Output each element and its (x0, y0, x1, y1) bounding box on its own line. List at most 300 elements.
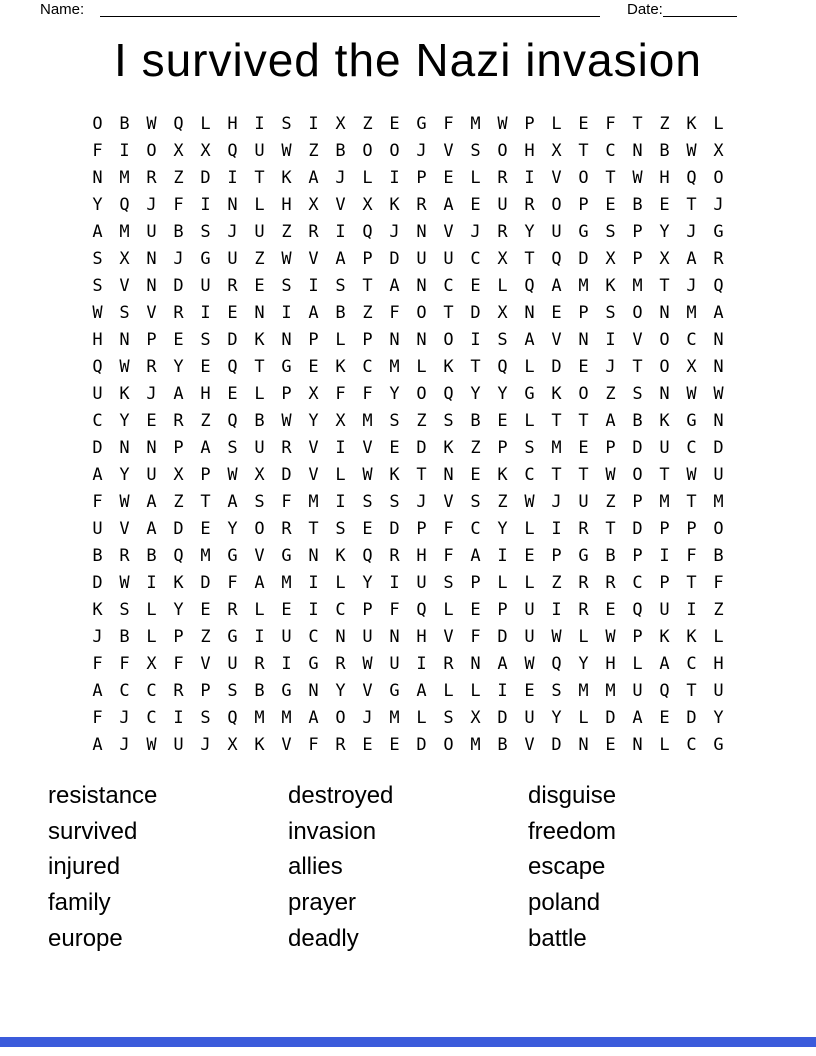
grid-cell[interactable]: L (524, 357, 535, 377)
grid-cell[interactable]: D (200, 573, 211, 593)
grid-cell[interactable]: P (497, 600, 508, 620)
grid-cell[interactable]: L (335, 465, 346, 485)
grid-cell[interactable]: A (335, 249, 346, 269)
grid-cell[interactable]: T (659, 465, 670, 485)
grid-cell[interactable]: H (416, 546, 427, 566)
grid-cell[interactable]: Z (308, 141, 319, 161)
grid-cell[interactable]: H (524, 141, 535, 161)
grid-cell[interactable]: A (443, 195, 454, 215)
grid-cell[interactable]: L (524, 411, 535, 431)
grid-cell[interactable]: R (335, 654, 346, 674)
grid-cell[interactable]: U (524, 708, 535, 728)
grid-cell[interactable]: R (335, 735, 346, 755)
grid-cell[interactable]: N (254, 303, 265, 323)
grid-cell[interactable]: Q (551, 249, 562, 269)
grid-cell[interactable]: T (254, 168, 265, 188)
grid-cell[interactable]: R (389, 546, 400, 566)
grid-cell[interactable]: E (389, 438, 400, 458)
grid-cell[interactable]: B (659, 141, 670, 161)
grid-cell[interactable]: I (254, 627, 265, 647)
grid-cell[interactable]: Q (713, 276, 724, 296)
grid-cell[interactable]: Q (173, 546, 184, 566)
grid-cell[interactable]: R (497, 222, 508, 242)
grid-cell[interactable]: P (632, 222, 643, 242)
grid-cell[interactable]: S (605, 303, 616, 323)
grid-cell[interactable]: U (254, 141, 265, 161)
grid-cell[interactable]: Z (551, 573, 562, 593)
grid-cell[interactable]: U (524, 627, 535, 647)
grid-cell[interactable]: U (254, 438, 265, 458)
grid-cell[interactable]: I (335, 222, 346, 242)
grid-cell[interactable]: Y (119, 411, 130, 431)
grid-cell[interactable]: L (659, 735, 670, 755)
grid-cell[interactable]: C (686, 438, 697, 458)
grid-cell[interactable]: E (362, 735, 373, 755)
grid-cell[interactable]: D (686, 708, 697, 728)
grid-cell[interactable]: H (713, 654, 724, 674)
grid-cell[interactable]: D (713, 438, 724, 458)
grid-cell[interactable]: P (173, 438, 184, 458)
grid-cell[interactable]: W (524, 492, 535, 512)
grid-cell[interactable]: J (119, 708, 130, 728)
grid-cell[interactable]: F (173, 654, 184, 674)
grid-cell[interactable]: L (146, 627, 157, 647)
grid-cell[interactable]: I (335, 492, 346, 512)
grid-cell[interactable]: Q (686, 168, 697, 188)
grid-cell[interactable]: O (416, 384, 427, 404)
grid-cell[interactable]: I (524, 168, 535, 188)
grid-cell[interactable]: J (227, 222, 238, 242)
grid-cell[interactable]: W (119, 492, 130, 512)
grid-cell[interactable]: V (119, 276, 130, 296)
grid-cell[interactable]: F (686, 546, 697, 566)
grid-cell[interactable]: J (416, 492, 427, 512)
grid-cell[interactable]: Y (227, 519, 238, 539)
grid-cell[interactable]: S (227, 438, 238, 458)
grid-cell[interactable]: J (119, 735, 130, 755)
grid-cell[interactable]: S (119, 600, 130, 620)
grid-cell[interactable]: F (308, 735, 319, 755)
grid-cell[interactable]: G (389, 681, 400, 701)
grid-cell[interactable]: M (632, 276, 643, 296)
grid-cell[interactable]: O (335, 708, 346, 728)
grid-cell[interactable]: P (470, 573, 481, 593)
grid-cell[interactable]: L (335, 573, 346, 593)
grid-cell[interactable]: E (389, 114, 400, 134)
grid-cell[interactable]: F (470, 627, 481, 647)
grid-cell[interactable]: F (443, 546, 454, 566)
grid-cell[interactable]: Q (227, 357, 238, 377)
grid-cell[interactable]: A (92, 735, 103, 755)
grid-cell[interactable]: Z (362, 114, 373, 134)
grid-cell[interactable]: A (497, 654, 508, 674)
grid-cell[interactable]: U (713, 465, 724, 485)
grid-cell[interactable]: N (470, 654, 481, 674)
grid-cell[interactable]: R (119, 546, 130, 566)
grid-cell[interactable]: I (551, 519, 562, 539)
grid-cell[interactable]: T (686, 492, 697, 512)
grid-cell[interactable]: G (686, 411, 697, 431)
grid-cell[interactable]: N (308, 546, 319, 566)
grid-cell[interactable]: P (497, 438, 508, 458)
grid-cell[interactable]: U (659, 600, 670, 620)
grid-cell[interactable]: B (146, 546, 157, 566)
grid-cell[interactable]: B (119, 114, 130, 134)
grid-cell[interactable]: Y (497, 519, 508, 539)
grid-cell[interactable]: B (254, 411, 265, 431)
grid-cell[interactable]: W (605, 627, 616, 647)
grid-cell[interactable]: V (254, 546, 265, 566)
grid-cell[interactable]: D (551, 357, 562, 377)
grid-cell[interactable]: G (308, 654, 319, 674)
grid-cell[interactable]: E (227, 384, 238, 404)
grid-cell[interactable]: P (659, 573, 670, 593)
grid-cell[interactable]: C (605, 141, 616, 161)
grid-cell[interactable]: F (92, 141, 103, 161)
grid-cell[interactable]: W (119, 573, 130, 593)
grid-cell[interactable]: D (632, 519, 643, 539)
grid-cell[interactable]: V (443, 222, 454, 242)
grid-cell[interactable]: L (497, 573, 508, 593)
grid-cell[interactable]: T (686, 573, 697, 593)
grid-cell[interactable]: K (686, 114, 697, 134)
grid-cell[interactable]: M (659, 492, 670, 512)
grid-cell[interactable]: T (632, 114, 643, 134)
grid-cell[interactable]: Z (173, 168, 184, 188)
grid-cell[interactable]: T (308, 519, 319, 539)
grid-cell[interactable]: I (308, 573, 319, 593)
grid-cell[interactable]: F (389, 303, 400, 323)
grid-cell[interactable]: K (605, 276, 616, 296)
grid-cell[interactable]: S (281, 276, 292, 296)
grid-cell[interactable]: X (605, 249, 616, 269)
grid-cell[interactable]: B (605, 546, 616, 566)
grid-cell[interactable]: F (443, 114, 454, 134)
grid-cell[interactable]: S (605, 222, 616, 242)
grid-cell[interactable]: I (470, 330, 481, 350)
grid-cell[interactable]: W (632, 168, 643, 188)
grid-cell[interactable]: I (281, 654, 292, 674)
grid-cell[interactable]: K (119, 384, 130, 404)
grid-cell[interactable]: A (173, 384, 184, 404)
grid-cell[interactable]: L (443, 600, 454, 620)
grid-cell[interactable]: T (416, 465, 427, 485)
grid-cell[interactable]: V (362, 681, 373, 701)
grid-cell[interactable]: I (254, 114, 265, 134)
grid-cell[interactable]: A (524, 330, 535, 350)
grid-cell[interactable]: O (632, 303, 643, 323)
grid-cell[interactable]: X (362, 195, 373, 215)
grid-cell[interactable]: N (713, 330, 724, 350)
grid-cell[interactable]: Q (497, 357, 508, 377)
grid-cell[interactable]: P (416, 168, 427, 188)
grid-cell[interactable]: F (173, 195, 184, 215)
grid-cell[interactable]: S (389, 492, 400, 512)
grid-cell[interactable]: I (173, 708, 184, 728)
grid-cell[interactable]: N (308, 681, 319, 701)
grid-cell[interactable]: V (146, 303, 157, 323)
grid-cell[interactable]: P (308, 330, 319, 350)
grid-cell[interactable]: N (389, 330, 400, 350)
grid-cell[interactable]: J (146, 195, 157, 215)
grid-cell[interactable]: N (632, 735, 643, 755)
grid-cell[interactable]: W (362, 654, 373, 674)
grid-cell[interactable]: V (443, 141, 454, 161)
grid-cell[interactable]: Z (200, 627, 211, 647)
grid-cell[interactable]: I (686, 600, 697, 620)
grid-cell[interactable]: E (200, 357, 211, 377)
grid-cell[interactable]: T (524, 249, 535, 269)
grid-cell[interactable]: E (227, 303, 238, 323)
grid-cell[interactable]: E (281, 600, 292, 620)
grid-cell[interactable]: T (632, 357, 643, 377)
grid-cell[interactable]: U (551, 222, 562, 242)
grid-cell[interactable]: R (227, 600, 238, 620)
grid-cell[interactable]: V (362, 438, 373, 458)
grid-cell[interactable]: M (578, 276, 589, 296)
grid-cell[interactable]: R (605, 573, 616, 593)
grid-cell[interactable]: S (524, 438, 535, 458)
grid-cell[interactable]: P (200, 465, 211, 485)
grid-cell[interactable]: Q (92, 357, 103, 377)
grid-cell[interactable]: W (362, 465, 373, 485)
grid-cell[interactable]: I (416, 654, 427, 674)
grid-cell[interactable]: R (578, 600, 589, 620)
grid-cell[interactable]: I (146, 573, 157, 593)
grid-cell[interactable]: T (686, 681, 697, 701)
grid-cell[interactable]: R (416, 195, 427, 215)
grid-cell[interactable]: J (605, 357, 616, 377)
grid-cell[interactable]: T (605, 519, 616, 539)
grid-cell[interactable]: N (578, 330, 589, 350)
grid-cell[interactable]: L (713, 114, 724, 134)
grid-cell[interactable]: Z (659, 114, 670, 134)
grid-cell[interactable]: T (605, 168, 616, 188)
grid-cell[interactable]: D (173, 519, 184, 539)
grid-cell[interactable]: N (227, 195, 238, 215)
grid-cell[interactable]: E (308, 357, 319, 377)
grid-cell[interactable]: U (659, 438, 670, 458)
grid-cell[interactable]: D (578, 249, 589, 269)
grid-cell[interactable]: J (389, 222, 400, 242)
grid-cell[interactable]: Y (335, 681, 346, 701)
grid-cell[interactable]: G (578, 546, 589, 566)
grid-cell[interactable]: M (470, 114, 481, 134)
grid-cell[interactable]: P (551, 546, 562, 566)
grid-cell[interactable]: Y (389, 384, 400, 404)
grid-cell[interactable]: C (470, 249, 481, 269)
grid-cell[interactable]: S (632, 384, 643, 404)
grid-cell[interactable]: A (92, 465, 103, 485)
grid-cell[interactable]: A (254, 573, 265, 593)
grid-cell[interactable]: P (416, 519, 427, 539)
grid-cell[interactable]: O (362, 141, 373, 161)
grid-cell[interactable]: C (686, 654, 697, 674)
grid-cell[interactable]: P (686, 519, 697, 539)
grid-cell[interactable]: J (173, 249, 184, 269)
grid-cell[interactable]: E (605, 195, 616, 215)
grid-cell[interactable]: W (281, 141, 292, 161)
grid-cell[interactable]: B (173, 222, 184, 242)
grid-cell[interactable]: M (254, 708, 265, 728)
grid-cell[interactable]: N (416, 222, 427, 242)
grid-cell[interactable]: L (713, 627, 724, 647)
grid-cell[interactable]: U (416, 573, 427, 593)
grid-cell[interactable]: N (146, 276, 157, 296)
grid-cell[interactable]: Z (497, 492, 508, 512)
grid-cell[interactable]: R (578, 573, 589, 593)
grid-cell[interactable]: N (659, 384, 670, 404)
grid-cell[interactable]: U (281, 627, 292, 647)
grid-cell[interactable]: U (173, 735, 184, 755)
grid-cell[interactable]: W (551, 627, 562, 647)
grid-cell[interactable]: N (92, 168, 103, 188)
grid-cell[interactable]: S (200, 330, 211, 350)
grid-cell[interactable]: D (173, 276, 184, 296)
grid-cell[interactable]: T (443, 303, 454, 323)
grid-cell[interactable]: E (524, 681, 535, 701)
grid-cell[interactable]: A (551, 276, 562, 296)
grid-cell[interactable]: J (200, 735, 211, 755)
grid-cell[interactable]: L (335, 330, 346, 350)
grid-cell[interactable]: X (551, 141, 562, 161)
grid-cell[interactable]: X (254, 465, 265, 485)
grid-cell[interactable]: M (281, 708, 292, 728)
grid-cell[interactable]: W (713, 384, 724, 404)
grid-cell[interactable]: S (443, 708, 454, 728)
grid-cell[interactable]: G (227, 546, 238, 566)
grid-cell[interactable]: E (605, 735, 616, 755)
grid-cell[interactable]: O (254, 519, 265, 539)
grid-cell[interactable]: F (92, 708, 103, 728)
grid-cell[interactable]: Z (362, 303, 373, 323)
grid-cell[interactable]: P (632, 627, 643, 647)
grid-cell[interactable]: L (200, 114, 211, 134)
grid-cell[interactable]: U (362, 627, 373, 647)
grid-cell[interactable]: Z (254, 249, 265, 269)
grid-cell[interactable]: W (92, 303, 103, 323)
grid-cell[interactable]: P (578, 303, 589, 323)
grid-cell[interactable]: S (200, 708, 211, 728)
grid-cell[interactable]: K (389, 465, 400, 485)
grid-cell[interactable]: D (551, 735, 562, 755)
grid-cell[interactable]: V (443, 627, 454, 647)
grid-cell[interactable]: U (632, 681, 643, 701)
grid-cell[interactable]: U (443, 249, 454, 269)
grid-cell[interactable]: S (227, 681, 238, 701)
grid-cell[interactable]: N (443, 465, 454, 485)
grid-cell[interactable]: U (227, 249, 238, 269)
grid-cell[interactable]: S (443, 573, 454, 593)
grid-cell[interactable]: T (578, 411, 589, 431)
grid-cell[interactable]: N (389, 627, 400, 647)
grid-cell[interactable]: E (578, 357, 589, 377)
grid-cell[interactable]: V (308, 249, 319, 269)
grid-cell[interactable]: A (686, 249, 697, 269)
grid-cell[interactable]: O (632, 465, 643, 485)
grid-cell[interactable]: R (578, 519, 589, 539)
grid-cell[interactable]: N (119, 330, 130, 350)
grid-cell[interactable]: C (335, 600, 346, 620)
grid-cell[interactable]: J (713, 195, 724, 215)
grid-cell[interactable]: H (281, 195, 292, 215)
grid-cell[interactable]: K (443, 438, 454, 458)
grid-cell[interactable]: K (173, 573, 184, 593)
grid-cell[interactable]: M (119, 168, 130, 188)
grid-cell[interactable]: E (362, 519, 373, 539)
grid-cell[interactable]: E (200, 600, 211, 620)
grid-cell[interactable]: L (524, 519, 535, 539)
grid-cell[interactable]: Y (551, 708, 562, 728)
grid-cell[interactable]: Q (659, 681, 670, 701)
grid-cell[interactable]: B (119, 627, 130, 647)
grid-cell[interactable]: D (416, 438, 427, 458)
grid-cell[interactable]: R (713, 249, 724, 269)
grid-cell[interactable]: T (578, 141, 589, 161)
grid-cell[interactable]: Q (632, 600, 643, 620)
grid-cell[interactable]: R (443, 654, 454, 674)
grid-cell[interactable]: U (389, 654, 400, 674)
grid-cell[interactable]: X (713, 141, 724, 161)
grid-cell[interactable]: Z (173, 492, 184, 512)
grid-cell[interactable]: Y (119, 465, 130, 485)
grid-cell[interactable]: X (173, 141, 184, 161)
grid-cell[interactable]: S (119, 303, 130, 323)
grid-cell[interactable]: F (443, 519, 454, 539)
grid-cell[interactable]: G (713, 222, 724, 242)
grid-cell[interactable]: I (227, 168, 238, 188)
grid-cell[interactable]: H (605, 654, 616, 674)
grid-cell[interactable]: R (173, 411, 184, 431)
grid-cell[interactable]: E (578, 114, 589, 134)
grid-cell[interactable]: I (281, 303, 292, 323)
grid-cell[interactable]: L (362, 168, 373, 188)
grid-cell[interactable]: N (659, 303, 670, 323)
grid-cell[interactable]: N (713, 357, 724, 377)
grid-cell[interactable]: D (200, 168, 211, 188)
grid-cell[interactable]: V (443, 492, 454, 512)
grid-cell[interactable]: K (92, 600, 103, 620)
grid-cell[interactable]: E (578, 438, 589, 458)
grid-cell[interactable]: Y (497, 384, 508, 404)
grid-cell[interactable]: J (335, 168, 346, 188)
grid-cell[interactable]: V (200, 654, 211, 674)
grid-cell[interactable]: W (686, 384, 697, 404)
grid-cell[interactable]: L (524, 573, 535, 593)
grid-cell[interactable]: U (92, 519, 103, 539)
grid-cell[interactable]: F (227, 573, 238, 593)
grid-cell[interactable]: P (605, 438, 616, 458)
grid-cell[interactable]: A (92, 222, 103, 242)
grid-cell[interactable]: W (227, 465, 238, 485)
grid-cell[interactable]: U (146, 222, 157, 242)
grid-cell[interactable]: I (308, 276, 319, 296)
grid-cell[interactable]: Y (362, 573, 373, 593)
grid-cell[interactable]: B (632, 411, 643, 431)
grid-cell[interactable]: N (119, 438, 130, 458)
grid-cell[interactable]: M (578, 681, 589, 701)
grid-cell[interactable]: E (497, 411, 508, 431)
grid-cell[interactable]: G (227, 627, 238, 647)
grid-cell[interactable]: D (389, 249, 400, 269)
grid-cell[interactable]: V (551, 168, 562, 188)
grid-cell[interactable]: R (146, 168, 157, 188)
grid-cell[interactable]: D (281, 465, 292, 485)
grid-cell[interactable]: E (470, 276, 481, 296)
grid-cell[interactable]: J (551, 492, 562, 512)
grid-cell[interactable]: R (497, 168, 508, 188)
grid-cell[interactable]: O (92, 114, 103, 134)
